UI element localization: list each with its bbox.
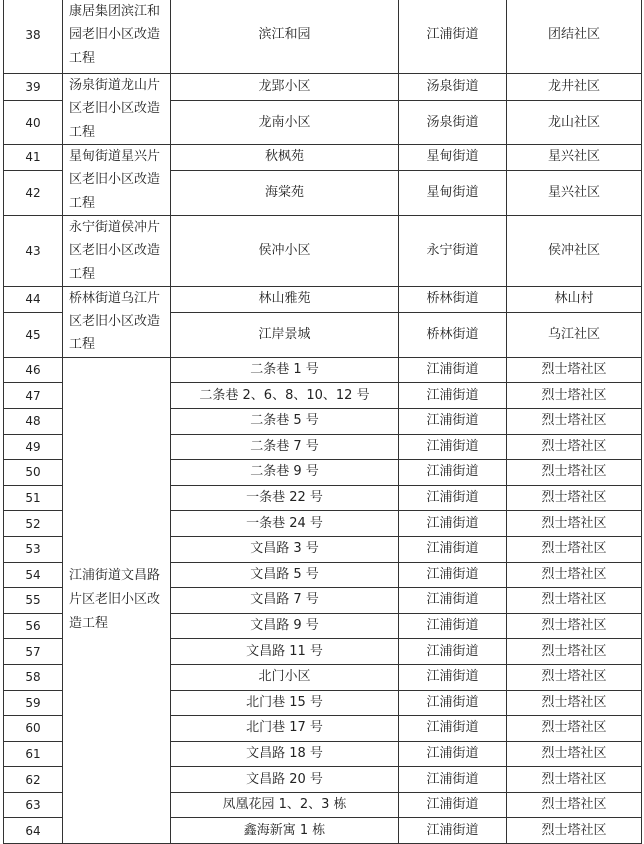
street-name: 江浦街道 xyxy=(399,741,507,767)
street-name: 汤泉街道 xyxy=(399,74,507,101)
community-name: 北门巷 15 号 xyxy=(171,690,399,716)
row-number: 49 xyxy=(4,434,63,460)
village-name: 烈士塔社区 xyxy=(507,664,642,690)
street-name: 桥林街道 xyxy=(399,286,507,312)
street-name: 江浦街道 xyxy=(399,0,507,74)
community-name: 文昌路 5 号 xyxy=(171,562,399,588)
project-name: 星甸街道星兴片区老旧小区改造工程 xyxy=(63,145,171,216)
table-row xyxy=(4,286,642,312)
village-name: 烈士塔社区 xyxy=(507,357,642,383)
community-name: 凤凰花园 1、2、3 栋 xyxy=(171,792,399,818)
village-name: 烈士塔社区 xyxy=(507,562,642,588)
community-name: 龙郢小区 xyxy=(171,74,399,101)
table-row xyxy=(4,357,642,383)
street-name: 江浦街道 xyxy=(399,408,507,434)
row-number: 43 xyxy=(4,215,63,286)
street-name: 江浦街道 xyxy=(399,357,507,383)
street-name: 永宁街道 xyxy=(399,215,507,286)
street-name: 星甸街道 xyxy=(399,145,507,171)
village-name: 侯冲社区 xyxy=(507,215,642,286)
community-name: 龙南小区 xyxy=(171,101,399,145)
renovation-project-table xyxy=(3,0,642,844)
community-name: 二条巷 9 号 xyxy=(171,460,399,486)
village-name: 烈士塔社区 xyxy=(507,588,642,614)
community-name: 秋枫苑 xyxy=(171,145,399,171)
row-number: 45 xyxy=(4,312,63,357)
table-row xyxy=(4,74,642,101)
village-name: 烈士塔社区 xyxy=(507,716,642,742)
street-name: 江浦街道 xyxy=(399,511,507,537)
village-name: 烈士塔社区 xyxy=(507,485,642,511)
row-number: 40 xyxy=(4,101,63,145)
community-name: 文昌路 7 号 xyxy=(171,588,399,614)
row-number: 38 xyxy=(4,0,63,74)
table-row xyxy=(4,0,642,74)
row-number: 56 xyxy=(4,613,63,639)
village-name: 龙山社区 xyxy=(507,101,642,145)
street-name: 江浦街道 xyxy=(399,664,507,690)
community-name: 北门巷 17 号 xyxy=(171,716,399,742)
row-number: 64 xyxy=(4,818,63,844)
street-name: 江浦街道 xyxy=(399,536,507,562)
project-name: 江浦街道文昌路片区老旧小区改造工程 xyxy=(63,357,171,843)
row-number: 44 xyxy=(4,286,63,312)
village-name: 龙井社区 xyxy=(507,74,642,101)
community-name: 二条巷 5 号 xyxy=(171,408,399,434)
project-name: 永宁街道侯冲片区老旧小区改造工程 xyxy=(63,215,171,286)
row-number: 55 xyxy=(4,588,63,614)
street-name: 江浦街道 xyxy=(399,792,507,818)
row-number: 57 xyxy=(4,639,63,665)
village-name: 星兴社区 xyxy=(507,170,642,215)
row-number: 46 xyxy=(4,357,63,383)
village-name: 林山村 xyxy=(507,286,642,312)
village-name: 烈士塔社区 xyxy=(507,767,642,793)
street-name: 桥林街道 xyxy=(399,312,507,357)
row-number: 42 xyxy=(4,170,63,215)
village-name: 烈士塔社区 xyxy=(507,792,642,818)
street-name: 江浦街道 xyxy=(399,485,507,511)
street-name: 江浦街道 xyxy=(399,460,507,486)
row-number: 61 xyxy=(4,741,63,767)
village-name: 烈士塔社区 xyxy=(507,408,642,434)
community-name: 文昌路 18 号 xyxy=(171,741,399,767)
community-name: 二条巷 1 号 xyxy=(171,357,399,383)
street-name: 星甸街道 xyxy=(399,170,507,215)
row-number: 48 xyxy=(4,408,63,434)
street-name: 江浦街道 xyxy=(399,639,507,665)
village-name: 烈士塔社区 xyxy=(507,741,642,767)
row-number: 51 xyxy=(4,485,63,511)
community-name: 二条巷 2、6、8、10、12 号 xyxy=(171,383,399,409)
street-name: 江浦街道 xyxy=(399,383,507,409)
village-name: 烈士塔社区 xyxy=(507,460,642,486)
village-name: 烈士塔社区 xyxy=(507,639,642,665)
row-number: 60 xyxy=(4,716,63,742)
village-name: 烈士塔社区 xyxy=(507,818,642,844)
row-number: 54 xyxy=(4,562,63,588)
village-name: 烈士塔社区 xyxy=(507,536,642,562)
community-name: 文昌路 20 号 xyxy=(171,767,399,793)
row-number: 62 xyxy=(4,767,63,793)
street-name: 江浦街道 xyxy=(399,818,507,844)
community-name: 侯冲小区 xyxy=(171,215,399,286)
community-name: 北门小区 xyxy=(171,664,399,690)
row-number: 59 xyxy=(4,690,63,716)
street-name: 江浦街道 xyxy=(399,613,507,639)
street-name: 江浦街道 xyxy=(399,690,507,716)
community-name: 一条巷 22 号 xyxy=(171,485,399,511)
street-name: 汤泉街道 xyxy=(399,101,507,145)
community-name: 一条巷 24 号 xyxy=(171,511,399,537)
row-number: 50 xyxy=(4,460,63,486)
village-name: 烈士塔社区 xyxy=(507,690,642,716)
community-name: 江岸景城 xyxy=(171,312,399,357)
row-number: 47 xyxy=(4,383,63,409)
row-number: 41 xyxy=(4,145,63,171)
street-name: 江浦街道 xyxy=(399,562,507,588)
community-name: 文昌路 9 号 xyxy=(171,613,399,639)
community-name: 林山雅苑 xyxy=(171,286,399,312)
village-name: 烈士塔社区 xyxy=(507,383,642,409)
row-number: 39 xyxy=(4,74,63,101)
village-name: 团结社区 xyxy=(507,0,642,74)
community-name: 鑫海新寓 1 栋 xyxy=(171,818,399,844)
community-name: 海棠苑 xyxy=(171,170,399,215)
community-name: 滨江和园 xyxy=(171,0,399,74)
row-number: 63 xyxy=(4,792,63,818)
village-name: 烈士塔社区 xyxy=(507,511,642,537)
street-name: 江浦街道 xyxy=(399,588,507,614)
village-name: 乌江社区 xyxy=(507,312,642,357)
table-row xyxy=(4,145,642,171)
street-name: 江浦街道 xyxy=(399,434,507,460)
project-name: 康居集团滨江和园老旧小区改造工程 xyxy=(63,0,171,74)
village-name: 星兴社区 xyxy=(507,145,642,171)
community-name: 二条巷 7 号 xyxy=(171,434,399,460)
street-name: 江浦街道 xyxy=(399,716,507,742)
street-name: 江浦街道 xyxy=(399,767,507,793)
table-row xyxy=(4,215,642,286)
row-number: 52 xyxy=(4,511,63,537)
row-number: 58 xyxy=(4,664,63,690)
community-name: 文昌路 11 号 xyxy=(171,639,399,665)
project-name: 桥林街道乌江片区老旧小区改造工程 xyxy=(63,286,171,357)
village-name: 烈士塔社区 xyxy=(507,434,642,460)
community-name: 文昌路 3 号 xyxy=(171,536,399,562)
village-name: 烈士塔社区 xyxy=(507,613,642,639)
project-name: 汤泉街道龙山片区老旧小区改造工程 xyxy=(63,74,171,145)
row-number: 53 xyxy=(4,536,63,562)
